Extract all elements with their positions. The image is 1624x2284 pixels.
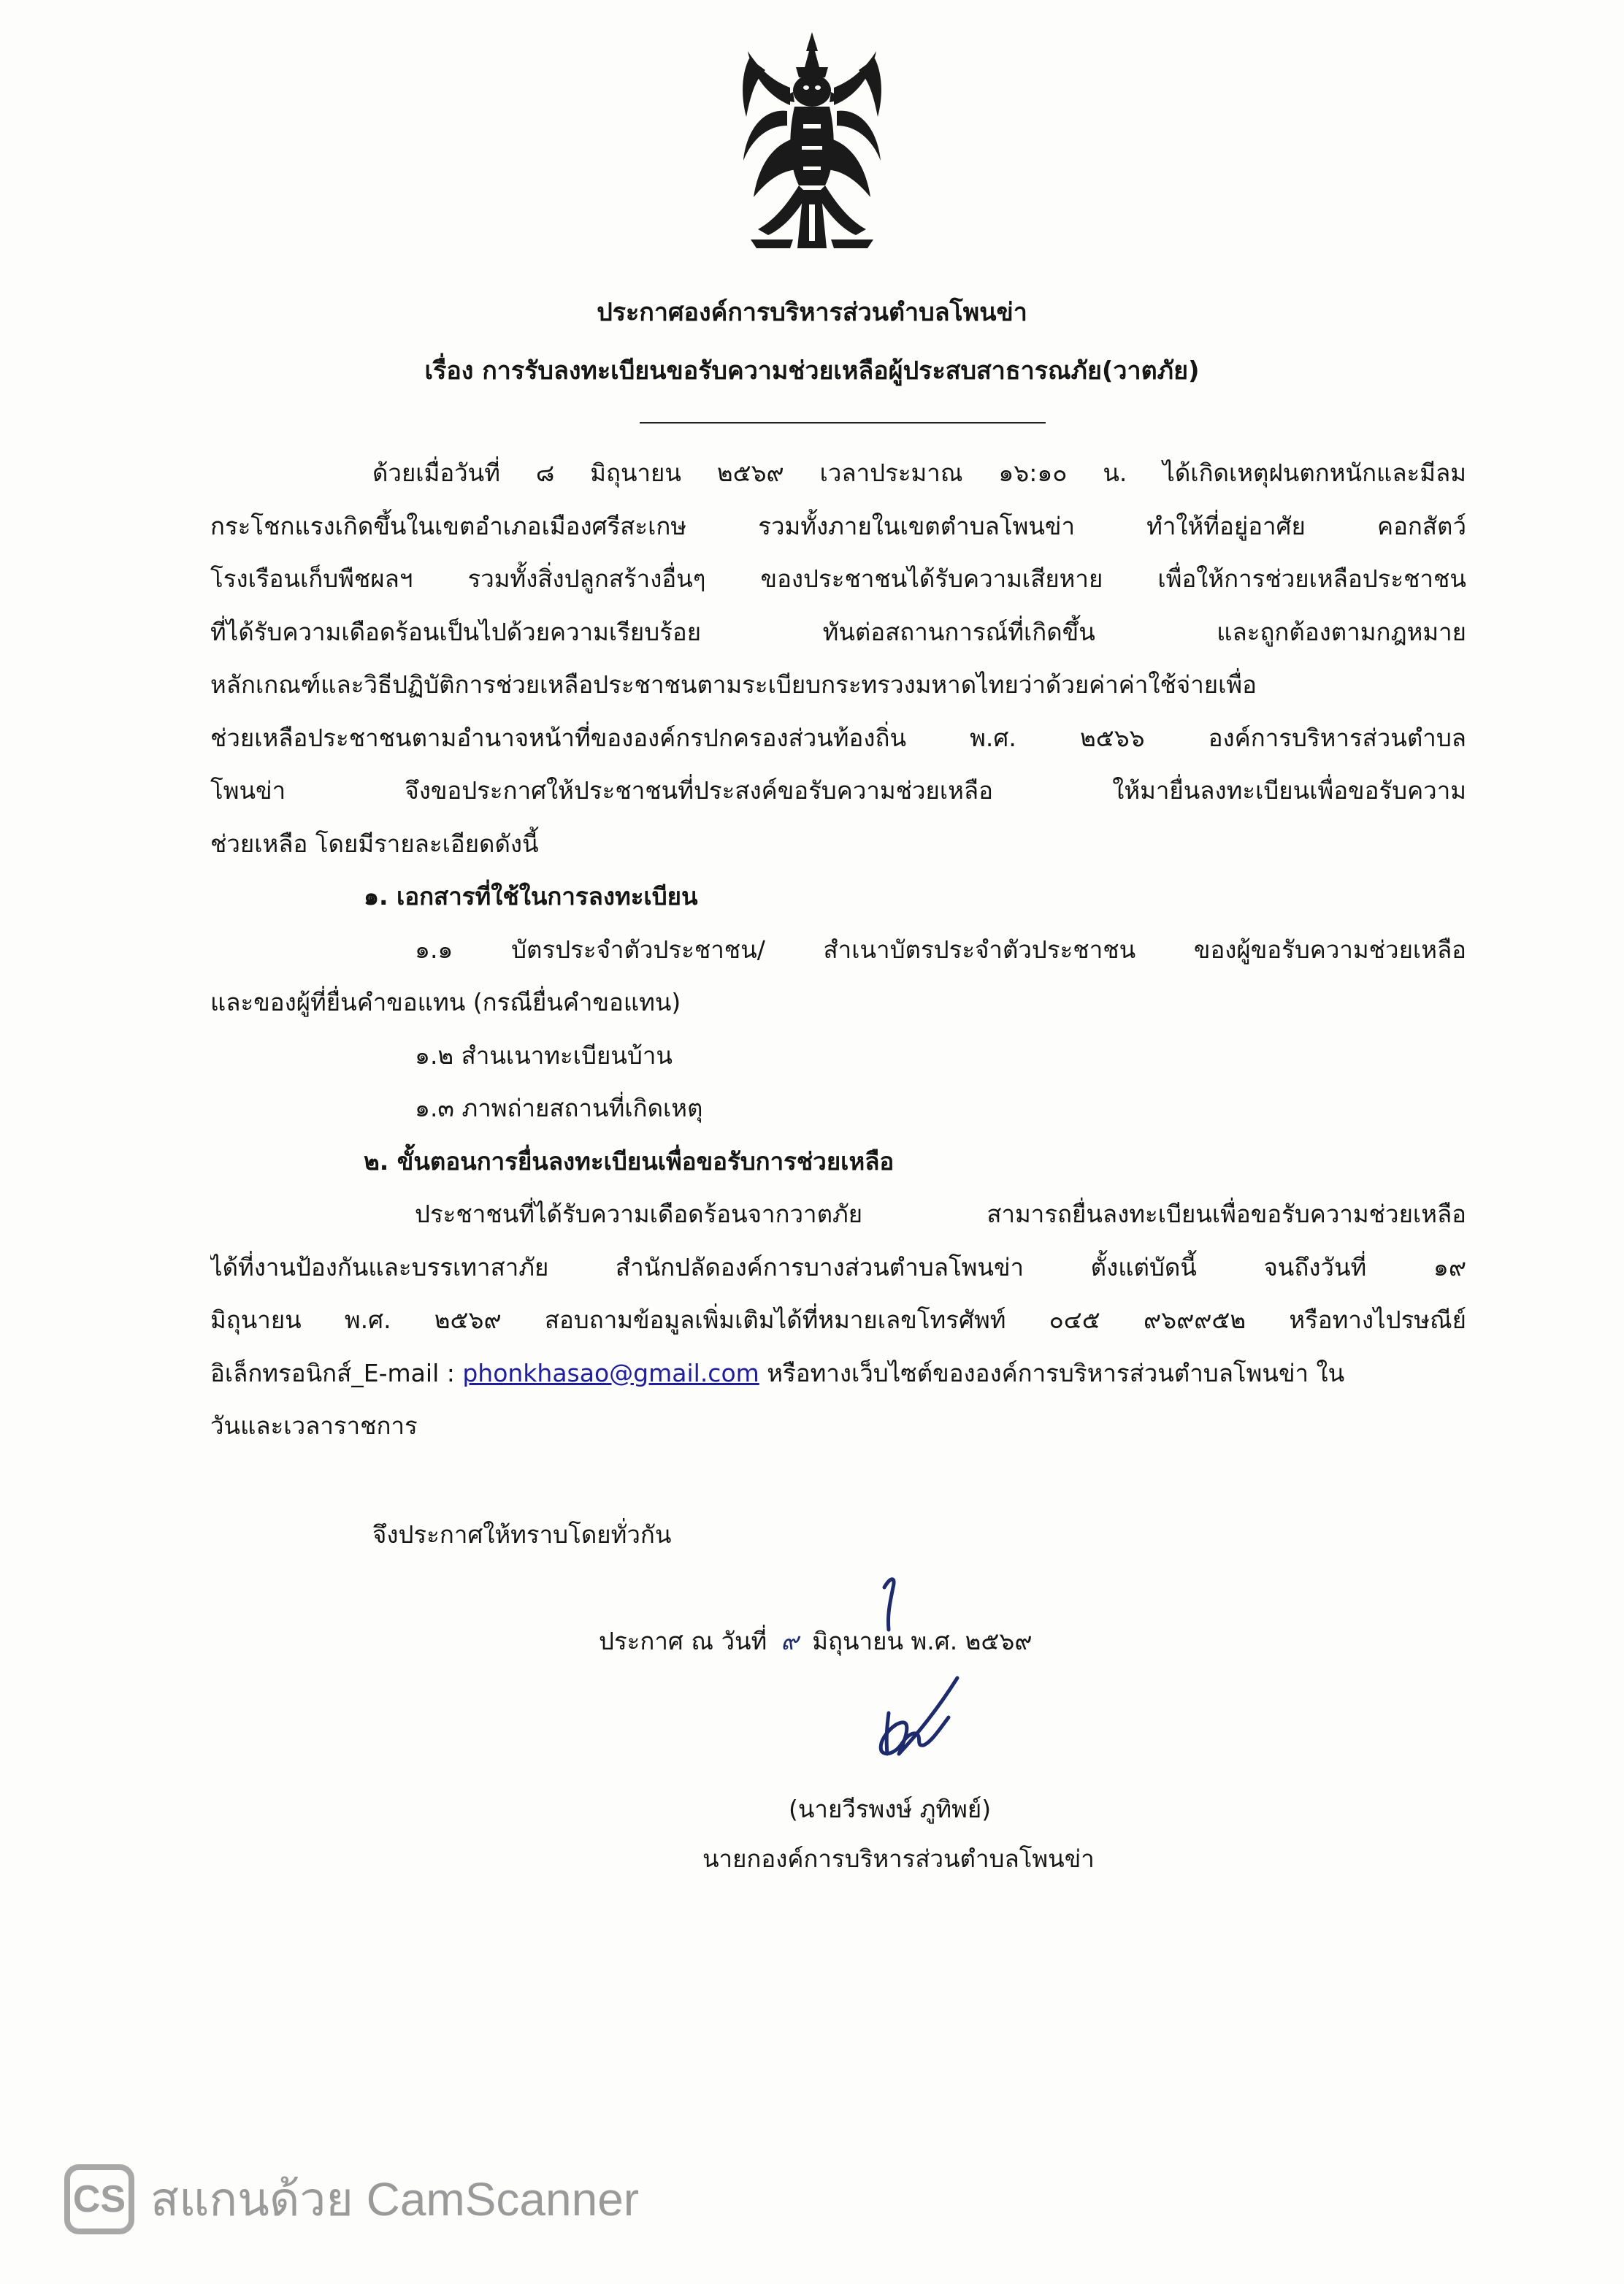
announcement-title: ประกาศองค์การบริหารส่วนตำบลโพนข่า — [597, 298, 1027, 327]
camscanner-logo-icon: CS — [64, 2164, 134, 2234]
section2-line: วันและเวลาราชการ — [210, 1411, 418, 1440]
email-prefix: อิเล็กทรอนิกส์_E-mail : — [210, 1358, 463, 1387]
section1-item1: ๑.๑ บัตรประจำตัวประชาชน/ สำเนาบัตรประจำตัวประชาชน ของผู้ขอรับความช่วยเหลือ — [415, 935, 1466, 964]
section1-item3: ๑.๓ ภาพถ่ายสถานที่เกิดเหตุ — [415, 1094, 703, 1122]
section2-heading: ๒. ขั้นตอนการยื่นลงทะเบียนเพื่อขอรับการช่วยเหลือ — [364, 1146, 895, 1176]
intro-line: ช่วยเหลือ โดยมีรายละเอียดดังนี้ — [210, 829, 539, 858]
intro-line: หลักเกณฑ์และวิธีปฏิบัติการช่วยเหลือประชาชนตามระเบียบกระทรวงมหาดไทยว่าด้วยค่าค่าใช้จ่ายเพื่อ — [210, 670, 1257, 699]
camscanner-watermark — [64, 2163, 639, 2236]
section2-email-line — [210, 1347, 1466, 1400]
section2-line: ประชาชนที่ได้รับความเดือดร้อนจากวาตภัย สามารถยื่นลงทะเบียนเพื่อขอรับความช่วยเหลือ — [415, 1200, 1466, 1228]
section1-heading: ๑. เอกสารที่ใช้ในการลงทะเบียน — [364, 882, 698, 911]
intro-line: โพนข่า จึงขอประกาศให้ประชาชนที่ประสงค์ขอรับความช่วยเหลือ ให้มายื่นลงทะเบียนเพื่อขอรับความ — [210, 776, 1466, 805]
signer-title: นายกองค์การบริหารส่วนตำบลโพนข่า — [702, 1844, 1095, 1873]
intro-line: ที่ได้รับความเดือดร้อนเป็นไปด้วยความเรียบร้อย ทันต่อสถานการณ์ที่เกิดขึ้น และถูกต้องตามกฎหมาย — [210, 617, 1466, 646]
date-prefix: ประกาศ ณ วันที่ — [599, 1627, 767, 1655]
section1-item1-continued: และของผู้ที่ยื่นคำขอแทน (กรณียื่นคำขอแทน) — [210, 988, 681, 1016]
title-divider — [640, 422, 1046, 424]
email-suffix: หรือทางเว็บไซต์ขององค์การบริหารส่วนตำบลโพนข่า ใน — [759, 1358, 1345, 1387]
announcement-body — [210, 447, 1466, 1453]
announcement-subject: เรื่อง การรับลงทะเบียนขอรับความช่วยเหลือผู้ประสบสาธารณภัย(วาตภัย) — [424, 356, 1200, 386]
closing-announce: จึงประกาศให้ทราบโดยทั่วกัน — [372, 1520, 672, 1549]
email-link[interactable]: phonkhasao@gmail.com — [462, 1358, 759, 1387]
section1-item2: ๑.๒ สำนเนาทะเบียนบ้าน — [415, 1041, 673, 1070]
intro-line: โรงเรือนเก็บพืชผลฯ รวมทั้งสิ่งปลูกสร้างอื่นๆ ของประชาชนได้รับความเสียหาย เพื่อให้การช่วยเหลือประชาชน — [210, 564, 1466, 593]
section2-line: ได้ที่งานป้องกันและบรรเทาสาภัย สำนักปลัดองค์การบางส่วนตำบลโพนข่า ตั้งแต่บัดนี้ จนถึงวันที่ ๑๙ — [210, 1252, 1466, 1281]
signature-mark — [858, 1563, 997, 1789]
watermark-text: สแกนด้วย CamScanner — [150, 2173, 640, 2226]
garuda-emblem-icon — [736, 29, 888, 256]
date-day: ๙ — [781, 1627, 799, 1655]
signer-name: (นายวีรพงษ์ ภูทิพย์) — [789, 1795, 992, 1823]
section2-line: มิถุนายน พ.ศ. ๒๕๖๙ สอบถามข้อมูลเพิ่มเติมได้ที่หมายเลขโทรศัพท์ ๐๔๕ ๙๖๙๙๕๒ หรือทางไปรษณีย์ — [210, 1306, 1466, 1334]
date-suffix: มิถุนายน พ.ศ. ๒๕๖๙ — [812, 1627, 1033, 1655]
intro-line: ช่วยเหลือประชาชนตามอำนาจหน้าที่ขององค์กรปกครองส่วนท้องถิ่น พ.ศ. ๒๕๖๖ องค์การบริหารส่วนตำบล — [210, 723, 1466, 752]
intro-line: กระโชกแรงเกิดขึ้นในเขตอำเภอเมืองศรีสะเกษ รวมทั้งภายในเขตตำบลโพนข่า ทำให้ที่อยู่อาศัย คอกสัตว์ — [210, 511, 1466, 540]
intro-line: ด้วยเมื่อวันที่ ๘ มิถุนายน ๒๕๖๙ เวลาประมาณ ๑๖:๑๐ น. ได้เกิดเหตุฝนตกหนักและมีลม — [372, 459, 1466, 487]
